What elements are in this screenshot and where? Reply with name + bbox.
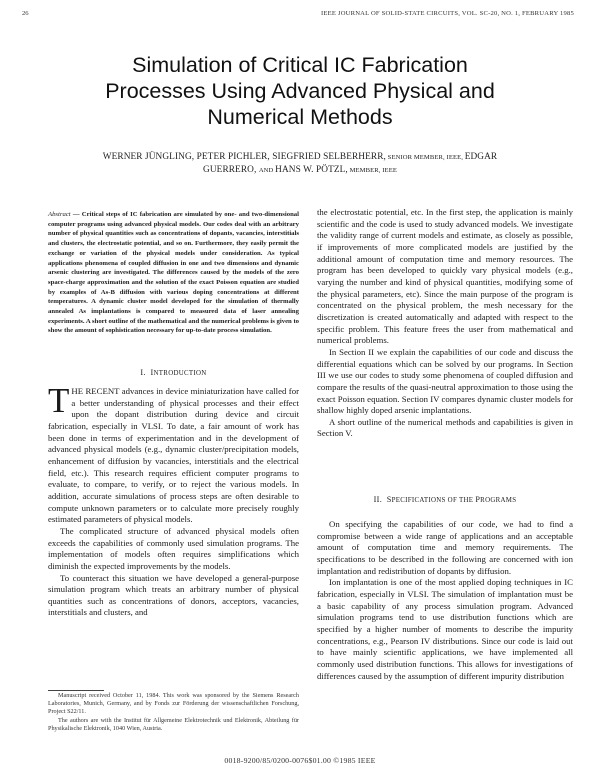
footnote-affiliation: The authors are with the Institut für Allgemeine Elektrotechnik und Elektronik, Abteilung für Physikalische Elektronik, 1040 Wien, Austria. xyxy=(48,716,299,732)
footnote-manuscript: Manuscript received October 11, 1984. This work was sponsored by the Siemens Research Laboratories, Munich, Germany, and by Fonds zur Förderung der wissenschaftlichen Forschung, Project S22/11. xyxy=(48,692,299,716)
abstract xyxy=(48,210,299,336)
right-paragraph-3: A short outline of the numerical methods and capabilities is given in Section V. xyxy=(317,416,573,439)
title-line-1: Simulation of Critical IC Fabrication xyxy=(132,53,468,77)
author-line-2: GUERRERO, AND HANS W. PÖTZL, MEMBER, IEEE xyxy=(203,165,397,175)
journal-header: IEEE JOURNAL OF SOLID-STATE CIRCUITS, VOL. SC-20, NO. 1, FEBRUARY 1985 xyxy=(321,10,574,17)
intro-paragraph-1: THE RECENT advances in device miniaturization have called for a better understanding of physical processes and their effect upon the dopant distribution during device and circuit fabrication, especially in VLSI. To date, a fair amount of work has been done in terms of experimentation and in the development of advanced physical models (e.g., dynamic cluster/precipitation models, enhancement of diffusion by vacancies, interstitials and the electrical field, etc.). This research requires efficient computer programs to evaluate, to compare, to verify, or to reject the various models. In addition, accurate simulations of process steps are often desirable to compute unknown parameters or to calculate more precisely roughly estimated parameters of physical models. xyxy=(48,381,299,525)
section-heading-introduction: I. INTRODUCTION xyxy=(140,368,207,377)
paper-title xyxy=(40,52,560,130)
author-list xyxy=(60,151,540,177)
drop-cap: T xyxy=(48,381,70,420)
right-paragraph-1: the electrostatic potential, etc. In the first step, the application is mainly scientific and the code is used to study advanced models. We investigate the validity range of current models and estimate, as closely as possible, if improvements of more complicated models are justified by the additional amount of computation time and memory resources. The program has been developed to quickly vary physical models (e.g., varying the number and kind of physical quantities, modifying some of the physical parameters, etc). Since the main purpose of the program is concentrated on the physical problem, the mesh necessary for the discretization is created automatically and adapted with respect to the specific problem. This feature frees the user from mathematical and numerical problems. xyxy=(317,207,573,346)
running-head xyxy=(22,10,574,22)
abstract-lead: Abstract xyxy=(48,211,71,218)
footnote-rule xyxy=(48,690,104,691)
introduction-body xyxy=(48,381,299,619)
section-heading-specifications: II. SPECIFICATIONS OF THE PROGRAMS xyxy=(373,495,517,504)
copyright-line: 0018-9200/85/0200-0076$01.00 ©1985 IEEE xyxy=(224,756,376,765)
specs-paragraph-2: Ion implantation is one of the most applied doping techniques in IC fabrication, especially in VLSI. The simulation of implantation must be a basic capability of any process simulation program. Advanced simulation programs tend to use distribution functions which are specified by a higher number of moments to describe the impurity concentrations, e.g., Pearson IV distributions. Since our code is laid out to have mainly scientific applications, we have implemented all commonly used distribution functions. This allows for investigations of differences caused by the assumption of different impurity distribution xyxy=(317,577,573,681)
specs-paragraph-1: On specifying the capabilities of our code, we had to find a compromise between a wide range of applications and an acceptable amount of computation time and memory requirements. The specifications to be described in the following are concerned with ion implantation and redistribution of dopants by diffusion. xyxy=(317,519,573,576)
intro-paragraph-3: To counteract this situation we have developed a general-purpose simulation program which treats an arbitrary number of physical quantities such as concentrations of donors, acceptors, vacancies, interstitials and clusters, and xyxy=(48,572,299,618)
specifications-body xyxy=(317,519,573,682)
right-paragraph-2: In Section II we explain the capabilities of our code and discuss the differential equations which can be solved by our programs. In Section III we use our codes to study some phenomena of coupled diffusion and compare the results of the quasi-neutral approximation to those using the exact Poisson equation. Section IV compares dynamic cluster models for shallow highly doped arsenic implantations. xyxy=(317,346,573,416)
page-number: 26 xyxy=(22,10,29,17)
author-line-1: WERNER JÜNGLING, PETER PICHLER, SIEGFRIED SELBERHERR, SENIOR MEMBER, IEEE, EDGAR xyxy=(102,152,498,162)
footnote xyxy=(48,692,299,733)
intro-paragraph-2: The complicated structure of advanced physical models often exceeds the capabilities of commonly used simulation programs. The implementation of models often requires simplifications which diminish the expected improvements by the models. xyxy=(48,525,299,571)
abstract-text: — Critical steps of IC fabrication are simulated by one- and two-dimensional computer programs using advanced physical models. Our codes deal with an arbitrary number of physical quantities such as concentrations of dopants, vacancies, interstitials and clusters, the electrostatic potential, and so on. Furthermore, they easily permit the exchange or variation of the physical models under consideration. As typical applications phenomena of coupled diffusion in one and two dimensions and dynamic arsenic clustering are investigated. The differences caused by the models of the zero space-charge approximation and the solution of the exact Poisson equation are studied by examples of As-B diffusion with various doping concentrations at different temperatures. A dynamic cluster model developed for the simulation of thermally annealed As implantations is compared to measured data of laser annealing experiments. A short outline of the mathematical and the numerical problems is given to show the amount of sophistication necessary for up-to-date process simulation. xyxy=(48,211,300,335)
title-line-2: Processes Using Advanced Physical and xyxy=(105,79,495,103)
title-line-3: Numerical Methods xyxy=(207,105,393,129)
right-column-intro xyxy=(317,207,573,440)
